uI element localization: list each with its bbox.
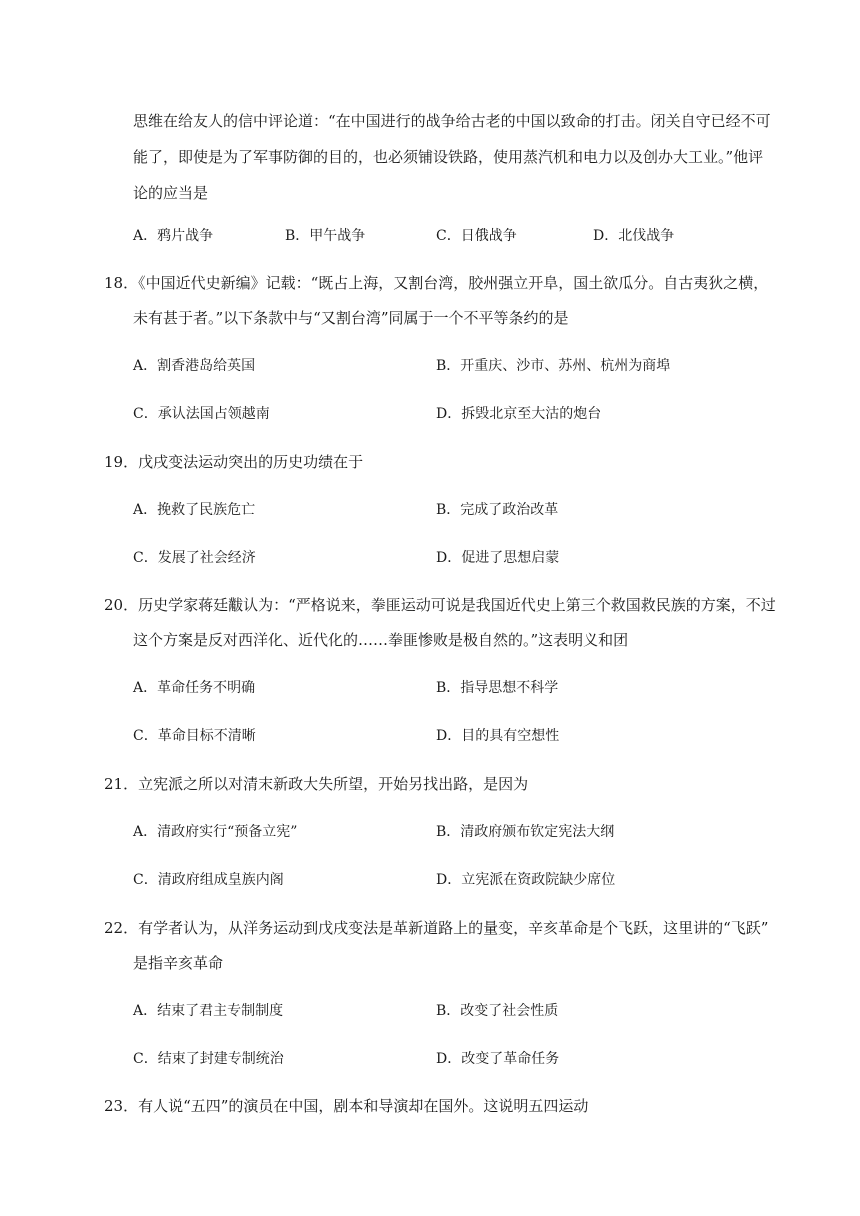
q18-option-b[interactable]: B．开重庆、沙市、苏州、杭州为商埠 bbox=[436, 358, 671, 374]
q21-option-b[interactable]: B．清政府颁布钦定宪法大纲 bbox=[436, 824, 615, 840]
q18-stem-line-2: 未有甚于者。”以下条款中与“又割台湾”同属于一个不平等条约的是 bbox=[133, 309, 569, 327]
q22-option-a[interactable]: A．结束了君主专制制度 bbox=[133, 1003, 284, 1019]
q21-option-d[interactable]: D．立宪派在资政院缺少席位 bbox=[436, 872, 616, 888]
q17-option-b[interactable]: B．甲午战争 bbox=[285, 228, 366, 244]
q20-stem-line-2: 这个方案是反对西洋化、近代化的……拳匪惨败是极自然的。”这表明义和团 bbox=[133, 631, 629, 649]
q17-stem-line-3: 论的应当是 bbox=[133, 184, 209, 202]
q21-option-c[interactable]: C．清政府组成皇族内阁 bbox=[133, 872, 284, 888]
q20-option-c[interactable]: C．革命目标不清晰 bbox=[133, 728, 256, 744]
q22-stem-line-1: 22．有学者认为，从洋务运动到戊戌变法是革新道路上的量变，辛亥革命是个飞跃，这里讲的“飞跃” bbox=[104, 919, 769, 937]
q17-stem-line-2: 能了，即使是为了军事防御的目的，也必须铺设铁路，使用蒸汽机和电力以及创办大工业。”他评 bbox=[133, 148, 764, 166]
q20-option-d[interactable]: D．目的具有空想性 bbox=[436, 728, 560, 744]
q19-option-a[interactable]: A．挽救了民族危亡 bbox=[133, 502, 256, 518]
q18-option-a[interactable]: A．割香港岛给英国 bbox=[133, 358, 256, 374]
q19-option-d[interactable]: D．促进了思想启蒙 bbox=[436, 550, 560, 566]
q19-option-b[interactable]: B．完成了政治改革 bbox=[436, 502, 559, 518]
q17-option-c[interactable]: C．日俄战争 bbox=[436, 228, 517, 244]
q22-stem-line-2: 是指辛亥革命 bbox=[133, 954, 224, 972]
q18-option-d[interactable]: D．拆毁北京至大沽的炮台 bbox=[436, 406, 602, 422]
q21-stem-line-1: 21．立宪派之所以对清末新政大失所望，开始另找出路，是因为 bbox=[104, 775, 529, 793]
q20-option-b[interactable]: B．指导思想不科学 bbox=[436, 680, 559, 696]
q18-option-c[interactable]: C．承认法国占领越南 bbox=[133, 406, 270, 422]
q22-option-d[interactable]: D．改变了革命任务 bbox=[436, 1051, 560, 1067]
q22-option-c[interactable]: C．结束了封建专制统治 bbox=[133, 1051, 284, 1067]
q20-option-a[interactable]: A．革命任务不明确 bbox=[133, 680, 256, 696]
q17-stem-line-1: 思维在给友人的信中评论道：“在中国进行的战争给古老的中国以致命的打击。闭关自守已经不可 bbox=[133, 112, 771, 130]
q21-option-a[interactable]: A．清政府实行“预备立宪” bbox=[133, 824, 298, 840]
q20-stem-line-1: 20．历史学家蒋廷黻认为：“严格说来，拳匪运动可说是我国近代史上第三个救国救民族的方案，不过 bbox=[104, 596, 776, 614]
q17-option-a[interactable]: A．鸦片战争 bbox=[133, 228, 214, 244]
q22-option-b[interactable]: B．改变了社会性质 bbox=[436, 1003, 559, 1019]
q19-option-c[interactable]: C．发展了社会经济 bbox=[133, 550, 256, 566]
q23-stem-line-1: 23．有人说“五四”的演员在中国，剧本和导演却在国外。这说明五四运动 bbox=[104, 1097, 589, 1115]
q18-stem-line-1: 18．《中国近代史新编》记载：“既占上海，又割台湾，胶州强立开阜，国土欲瓜分。自古夷狄之横， bbox=[104, 274, 769, 292]
q19-stem-line-1: 19．戊戌变法运动突出的历史功绩在于 bbox=[104, 453, 364, 471]
q17-option-d[interactable]: D．北伐战争 bbox=[593, 228, 675, 244]
